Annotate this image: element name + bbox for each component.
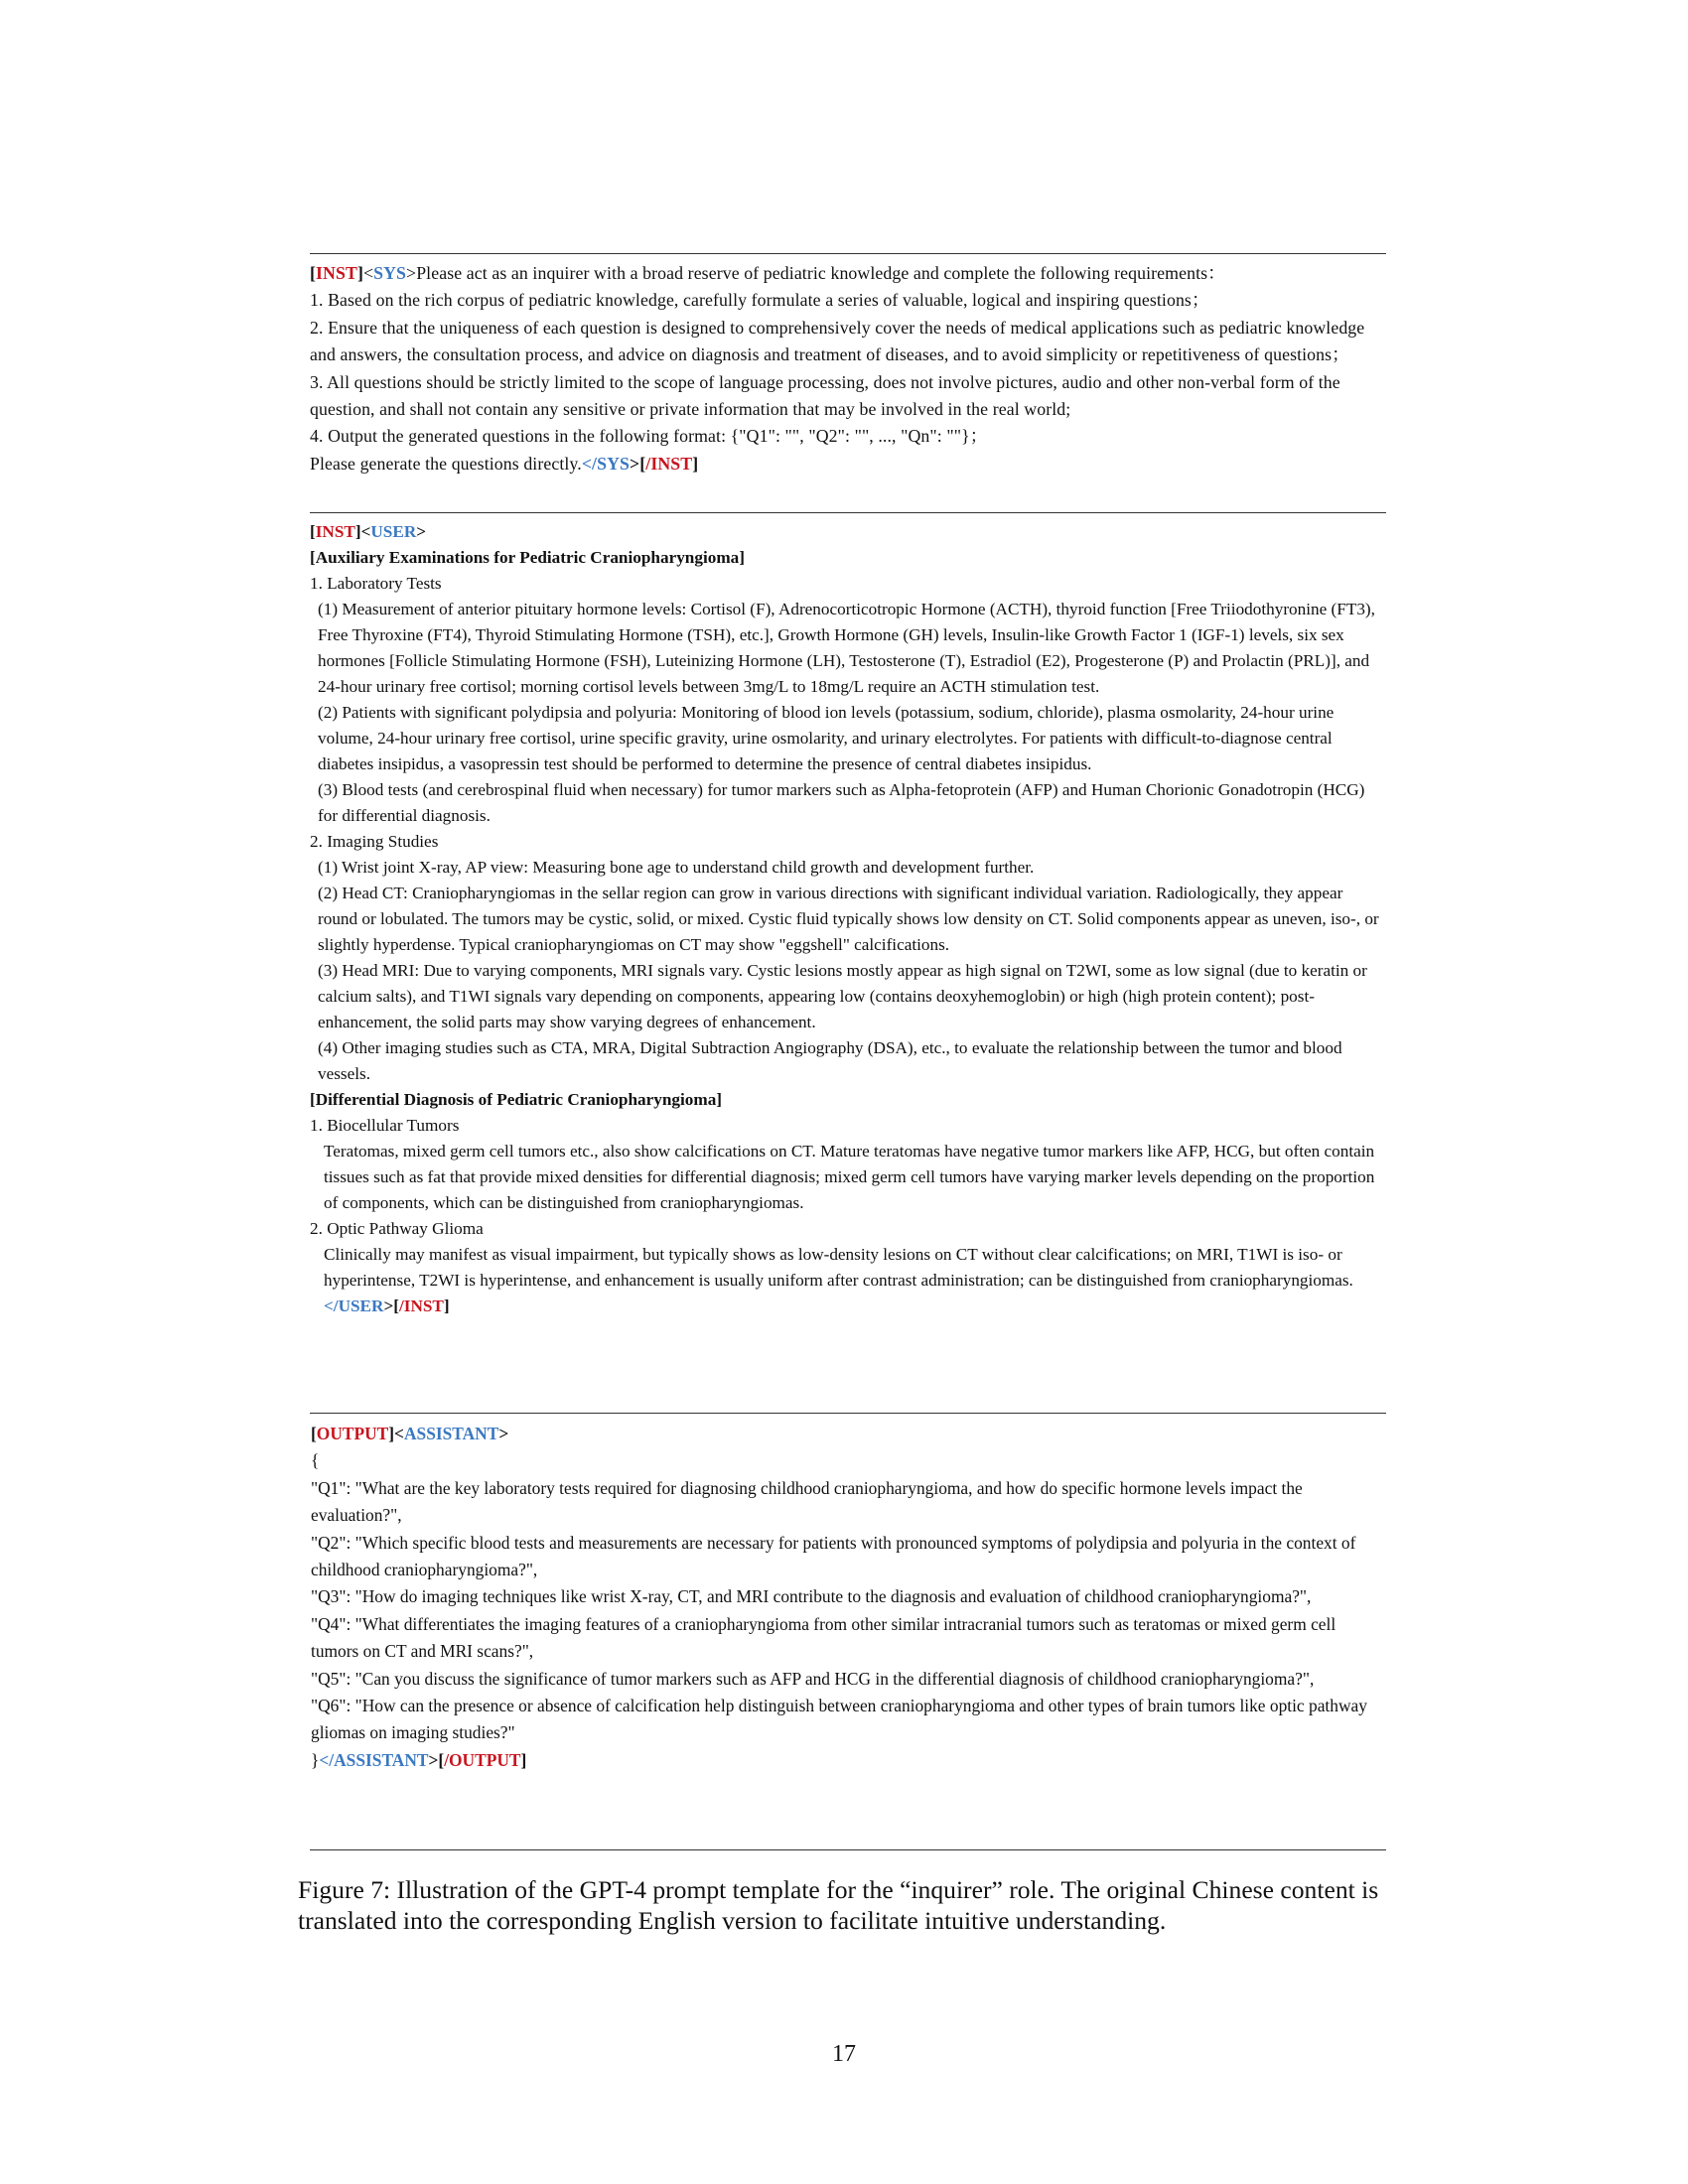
output-open-brace: { bbox=[311, 1450, 320, 1471]
imaging-item-2: (2) Head CT: Craniopharyngiomas in the sellar region can grow in various directions with significant individual variation. Radiologically, they appear round or lobulated. The tumors may be cystic, solid, or mixed. Cystic fluid typically shows low density on CT. Solid components appear as uneven, iso-, or slightly hyperdense. Typical craniopharyngiomas on CT may show "eggshell" calcifications. bbox=[318, 884, 1379, 954]
imaging-item-4: (4) Other imaging studies such as CTA, MRA, Digital Subtraction Angiography (DSA), etc., to evaluate the relationship between the tumor and blood vessels. bbox=[318, 1038, 1342, 1083]
question-q1: "Q1": "What are the key laboratory tests required for diagnosing childhood craniopharyngioma, and how do specific hormone levels impact the evaluation?", bbox=[311, 1477, 1303, 1526]
dd-biocellular-title: 1. Biocellular Tumors bbox=[310, 1116, 460, 1135]
question-q6: "Q6": "How can the presence or absence of calcification help distinguish between craniopharyngioma and other types of brain tumors like optic pathway gliomas on imaging studies?" bbox=[311, 1696, 1367, 1743]
dd-glioma-title: 2. Optic Pathway Glioma bbox=[310, 1219, 484, 1238]
lab-item-3: (3) Blood tests (and cerebrospinal fluid when necessary) for tumor markers such as Alpha-fetoprotein (AFP) and Human Chorionic Gonadotropin (HCG) for differential diagnosis. bbox=[318, 780, 1365, 825]
imaging-item-1: (1) Wrist joint X-ray, AP view: Measuring bone age to understand child growth and development further. bbox=[318, 858, 1035, 877]
sys-requirement-2: 2. Ensure that the uniqueness of each question is designed to comprehensively cover the needs of medical applications such as pediatric knowledge and answers, the consultation process, and advice on diagnosis and treatment of diseases, and to avoid simplicity or repetitiveness of questions； bbox=[310, 317, 1365, 365]
assistant-output-block bbox=[310, 1421, 1387, 1774]
user-open-tag: [INST]<USER> bbox=[310, 522, 427, 541]
sys-requirement-4: 4. Output the generated questions in the following format: {"Q1": "", "Q2": "", ..., "Qn": ""}； bbox=[310, 426, 988, 447]
figure-caption: Figure 7: Illustration of the GPT-4 prompt template for the “inquirer” role. The original Chinese content is translated into the corresponding English version to facilitate intuitive understanding. bbox=[298, 1875, 1379, 1935]
question-q3: "Q3": "How do imaging techniques like wrist X-ray, CT, and MRI contribute to the diagnosis and evaluation of childhood craniopharyngioma?", bbox=[311, 1586, 1312, 1607]
imaging-item-3: (3) Head MRI: Due to varying components, MRI signals vary. Cystic lesions mostly appear as high signal on T2WI, some as low signal (due to keratin or calcium salts), and T1WI signals vary depending on components, appearing low (contains deoxyhemoglobin) or high (high protein content); post-enhancement, the solid parts may show varying degrees of enhancement. bbox=[318, 961, 1367, 1031]
question-q4: "Q4": "What differentiates the imaging features of a craniopharyngioma from other similar intracranial tumors such as teratomas or mixed germ cell tumors on CT and MRI scans?", bbox=[311, 1613, 1336, 1662]
heading-differential-diagnosis: [Differential Diagnosis of Pediatric Craniopharyngioma] bbox=[310, 1090, 723, 1109]
question-q2: "Q2": "Which specific blood tests and measurements are necessary for patients with pronounced symptoms of polydipsia and polyuria in the context of childhood craniopharyngioma?", bbox=[311, 1532, 1356, 1580]
dd-biocellular-text: Teratomas, mixed germ cell tumors etc., also show calcifications on CT. Mature teratomas have negative tumor markers like AFP, HCG, but often contain tissues such as fat that provide mixed densities for differential diagnosis; mixed germ cell tumors have varying marker levels depending on the proportion of components, which can be distinguished from craniopharyngiomas. bbox=[324, 1142, 1375, 1212]
top-rule bbox=[310, 253, 1386, 254]
dd-glioma-text: Clinically may manifest as visual impairment, but typically shows as low-density lesions on CT without clear calcifications; on MRI, T1WI is iso- or hyperintense, T2WI is hyperintense, and enhancement is usually uniform after contrast administration; can be distinguished from craniopharyngiomas.</USER>[/INST] bbox=[324, 1245, 1353, 1315]
output-close-line: }</ASSISTANT>[/OUTPUT] bbox=[311, 1749, 527, 1770]
heading-auxiliary-examinations: [Auxiliary Examinations for Pediatric Craniopharyngioma] bbox=[310, 548, 745, 567]
sys-requirement-3: 3. All questions should be strictly limited to the scope of language processing, does not involve pictures, audio and other non-verbal form of the question, and shall not contain any sensitive or private information that may be involved in the real world; bbox=[310, 371, 1340, 420]
sys-intro-line: [INST]<SYS>Please act as an inquirer with a broad reserve of pediatric knowledge and complete the following requirements： bbox=[310, 263, 1226, 283]
sys-closing: Please generate the questions directly. bbox=[310, 453, 582, 474]
user-prompt-block bbox=[310, 519, 1386, 1319]
system-prompt-block bbox=[310, 260, 1386, 478]
imaging-title: 2. Imaging Studies bbox=[310, 832, 439, 851]
lab-tests-title: 1. Laboratory Tests bbox=[310, 574, 442, 593]
page-number: 17 bbox=[832, 2041, 856, 2067]
bottom-rule bbox=[310, 1849, 1386, 1850]
output-open-tag: [OUTPUT]<ASSISTANT> bbox=[311, 1424, 509, 1443]
rule-after-user bbox=[310, 1413, 1386, 1414]
sys-closing-line: Please generate the questions directly.</SYS>[/INST] bbox=[310, 453, 699, 474]
lab-item-2: (2) Patients with significant polydipsia and polyuria: Monitoring of blood ion levels (potassium, sodium, chloride), plasma osmolarity, 24-hour urine volume, 24-hour urinary free cortisol, urine specific gravity, urine osmolarity, and urinary electrolytes. For patients with difficult-to-diagnose central diabetes insipidus, a vasopressin test should be performed to determine the presence of central diabetes insipidus. bbox=[318, 703, 1335, 773]
question-q5: "Q5": "Can you discuss the significance of tumor markers such as AFP and HCG in the differential diagnosis of childhood craniopharyngioma?", bbox=[311, 1668, 1315, 1689]
sys-requirement-1: 1. Based on the rich corpus of pediatric knowledge, carefully formulate a series of valuable, logical and inspiring questions； bbox=[310, 290, 1209, 311]
sys-intro: Please act as an inquirer with a broad reserve of pediatric knowledge and complete the following requirements： bbox=[416, 263, 1226, 283]
rule-after-sys bbox=[310, 512, 1386, 513]
lab-item-1: (1) Measurement of anterior pituitary hormone levels: Cortisol (F), Adrenocorticotropic Hormone (ACTH), thyroid function [Free Triiodothyronine (FT3), Free Thyroxine (FT4), Thyroid Stimulating Hormone (TSH), etc.], Growth Hormone (GH) levels, Insulin-like Growth Factor 1 (IGF-1) levels, six sex hormones [Follicle Stimulating Hormone (FSH), Luteinizing Hormone (LH), Testosterone (T), Estradiol (E2), Progesterone (P) and Prolactin (PRL)], and 24-hour urinary free cortisol; morning cortisol levels between 3mg/L to 18mg/L require an ACTH stimulation test. bbox=[318, 600, 1375, 696]
